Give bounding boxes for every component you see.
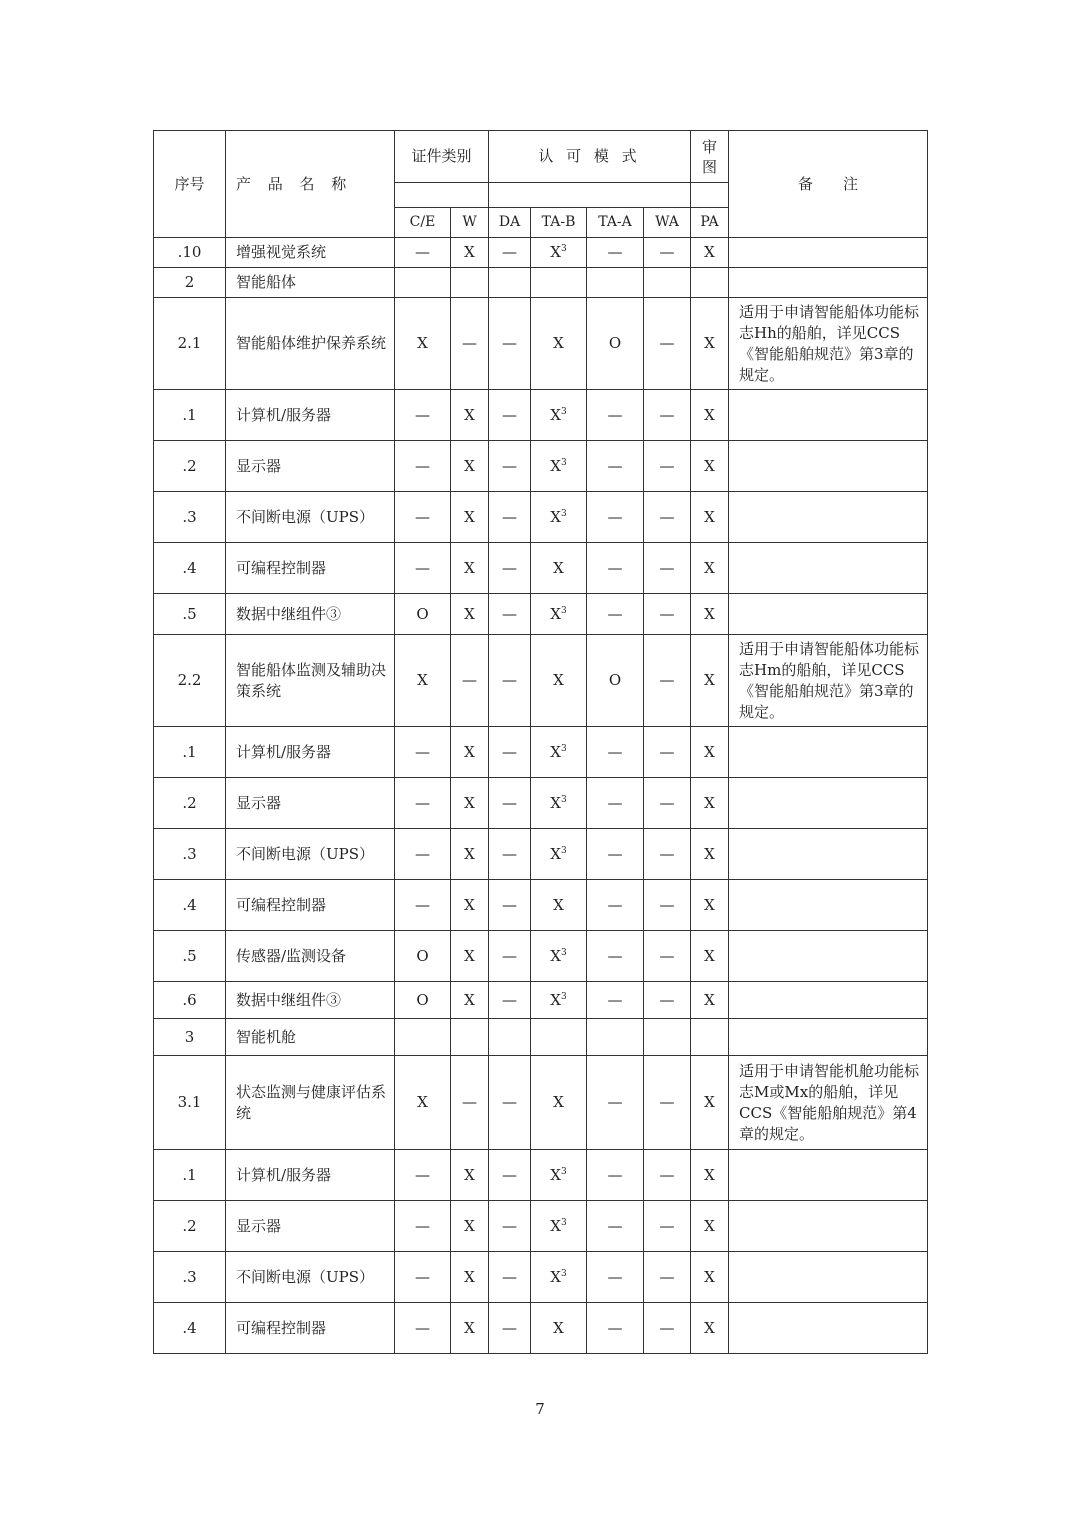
- cell-w: X: [451, 1201, 489, 1252]
- certification-table: [153, 130, 928, 1354]
- cell-ta-b: [531, 238, 587, 268]
- cell-ce: O: [395, 594, 451, 635]
- cell-seq: .2: [154, 778, 226, 829]
- table-row: [154, 829, 928, 880]
- cell-product-name: 显示器: [226, 778, 395, 829]
- cell-ta-a: —: [587, 778, 644, 829]
- footnote-sup: 3: [560, 1217, 567, 1228]
- cell-ta-b: [531, 268, 587, 298]
- cell-ta-a: —: [587, 492, 644, 543]
- cell-pa: X: [691, 635, 729, 727]
- cell-seq: .3: [154, 829, 226, 880]
- cell-ta-b: [531, 982, 587, 1019]
- header-remarks: 备 注: [729, 131, 928, 238]
- cell-product-name: 智能船体维护保养系统: [226, 298, 395, 390]
- cell-w: —: [451, 1056, 489, 1150]
- cell-product-name: 显示器: [226, 1201, 395, 1252]
- cell-seq: .5: [154, 931, 226, 982]
- cell-seq: .1: [154, 727, 226, 778]
- cell-ta-b: [531, 390, 587, 441]
- cell-wa: —: [644, 492, 691, 543]
- cell-da: —: [489, 594, 531, 635]
- table-row: [154, 1252, 928, 1303]
- table-row: [154, 298, 928, 390]
- cell-ce: —: [395, 1303, 451, 1354]
- cell-da: —: [489, 635, 531, 727]
- cell-ta-b: [531, 594, 587, 635]
- cell-seq: 3: [154, 1019, 226, 1056]
- cell-w: X: [451, 238, 489, 268]
- cell-remark: 适用于申请智能船体功能标志Hh的船舶，详见CCS《智能船舶规范》第3章的规定。: [729, 298, 928, 390]
- cell-ta-b: [531, 441, 587, 492]
- cell-seq: .1: [154, 1150, 226, 1201]
- cell-w: X: [451, 543, 489, 594]
- cell-ta-b-value: X: [550, 793, 561, 812]
- cell-product-name: 数据中继组件③: [226, 982, 395, 1019]
- cell-ta-a: [587, 1019, 644, 1056]
- cell-seq: .1: [154, 390, 226, 441]
- header-code-ta-b: TA-B: [531, 208, 587, 238]
- cell-wa: —: [644, 778, 691, 829]
- cell-w: [451, 1019, 489, 1056]
- cell-w: X: [451, 594, 489, 635]
- cell-w: —: [451, 635, 489, 727]
- cell-product-name: 智能船体: [226, 268, 395, 298]
- header-cert-category: 证件类别: [395, 131, 489, 183]
- cell-pa: X: [691, 829, 729, 880]
- table-row: [154, 1201, 928, 1252]
- cell-ta-b: [531, 635, 587, 727]
- cell-seq: .4: [154, 880, 226, 931]
- table-row: [154, 1019, 928, 1056]
- page-number: 7: [535, 1400, 545, 1418]
- cell-product-name: 计算机/服务器: [226, 390, 395, 441]
- cell-w: X: [451, 829, 489, 880]
- cell-w: X: [451, 1150, 489, 1201]
- cell-remark: [729, 778, 928, 829]
- cell-da: —: [489, 727, 531, 778]
- cell-remark: [729, 982, 928, 1019]
- cell-ta-a: —: [587, 1150, 644, 1201]
- header-code-w: W: [451, 208, 489, 238]
- cell-product-name: 可编程控制器: [226, 1303, 395, 1354]
- cell-da: —: [489, 298, 531, 390]
- cell-seq: .2: [154, 1201, 226, 1252]
- cell-ta-b-value: X: [553, 558, 564, 577]
- cell-ta-b: [531, 298, 587, 390]
- cell-w: X: [451, 492, 489, 543]
- cell-ta-b-value: X: [550, 1267, 561, 1286]
- cell-ta-b-value: X: [550, 405, 561, 424]
- cell-wa: —: [644, 441, 691, 492]
- cell-product-name: 计算机/服务器: [226, 727, 395, 778]
- cell-ta-a: —: [587, 829, 644, 880]
- table-row: [154, 441, 928, 492]
- cell-product-name: 智能机舱: [226, 1019, 395, 1056]
- cell-da: —: [489, 543, 531, 594]
- cell-remark: [729, 238, 928, 268]
- cell-wa: [644, 1019, 691, 1056]
- cell-ce: —: [395, 543, 451, 594]
- cell-ce: —: [395, 238, 451, 268]
- header-approval-mode: 认 可 模 式: [489, 131, 691, 183]
- cell-w: X: [451, 1252, 489, 1303]
- cell-ta-a: —: [587, 1303, 644, 1354]
- table-row: [154, 238, 928, 268]
- cell-ce: —: [395, 1201, 451, 1252]
- cell-da: —: [489, 778, 531, 829]
- cell-ta-b-value: X: [553, 334, 564, 352]
- cell-product-name: 增强视觉系统: [226, 238, 395, 268]
- cell-wa: —: [644, 390, 691, 441]
- cell-product-name: 数据中继组件③: [226, 594, 395, 635]
- table-body: [154, 238, 928, 1354]
- cell-product-name: 智能船体监测及辅助决策系统: [226, 635, 395, 727]
- cell-ce: —: [395, 1252, 451, 1303]
- table-row: [154, 1303, 928, 1354]
- cell-da: —: [489, 441, 531, 492]
- cell-da: —: [489, 1056, 531, 1150]
- cell-pa: X: [691, 543, 729, 594]
- cell-pa: X: [691, 298, 729, 390]
- cell-ce: —: [395, 390, 451, 441]
- cell-ta-b: [531, 1150, 587, 1201]
- footnote-sup: 3: [560, 743, 567, 754]
- cell-ce: X: [395, 1056, 451, 1150]
- footnote-sup: 3: [560, 794, 567, 805]
- cell-product-name: 不间断电源（UPS）: [226, 492, 395, 543]
- table-row: [154, 880, 928, 931]
- cell-ce: —: [395, 778, 451, 829]
- footnote-sup: 3: [560, 947, 567, 958]
- cell-w: X: [451, 390, 489, 441]
- cell-wa: —: [644, 635, 691, 727]
- cell-da: —: [489, 1150, 531, 1201]
- cell-pa: [691, 268, 729, 298]
- table-row: [154, 778, 928, 829]
- cell-ta-b-value: X: [550, 990, 561, 1009]
- cell-ce: O: [395, 931, 451, 982]
- cell-seq: .3: [154, 492, 226, 543]
- cell-ta-b-value: X: [550, 844, 561, 863]
- header-code-wa: WA: [644, 208, 691, 238]
- table-row: [154, 931, 928, 982]
- cell-w: X: [451, 727, 489, 778]
- cell-ta-b-value: X: [553, 1318, 564, 1337]
- cell-ta-a: —: [587, 1056, 644, 1150]
- cell-product-name: 计算机/服务器: [226, 1150, 395, 1201]
- cell-ta-b: [531, 880, 587, 931]
- header-code-ce: C/E: [395, 208, 451, 238]
- cell-da: —: [489, 880, 531, 931]
- cell-w: X: [451, 982, 489, 1019]
- cell-remark: [729, 1252, 928, 1303]
- cell-pa: X: [691, 880, 729, 931]
- cell-ce: —: [395, 880, 451, 931]
- cell-ta-b: [531, 778, 587, 829]
- cell-remark: [729, 543, 928, 594]
- cell-ce: —: [395, 829, 451, 880]
- cell-pa: X: [691, 1056, 729, 1150]
- cell-wa: —: [644, 727, 691, 778]
- table-row: [154, 982, 928, 1019]
- cell-remark: [729, 441, 928, 492]
- cell-ta-b: [531, 492, 587, 543]
- cell-da: —: [489, 390, 531, 441]
- cell-remark: [729, 880, 928, 931]
- cell-seq: 2.2: [154, 635, 226, 727]
- header-product-name: 产 品 名 称: [226, 131, 395, 238]
- cell-ta-a: [587, 268, 644, 298]
- cell-seq: .2: [154, 441, 226, 492]
- cell-pa: X: [691, 238, 729, 268]
- cell-w: X: [451, 931, 489, 982]
- header-code-pa: PA: [691, 208, 729, 238]
- cell-wa: —: [644, 594, 691, 635]
- cell-remark: 适用于申请智能船体功能标志Hm的船舶，详见CCS《智能船舶规范》第3章的规定。: [729, 635, 928, 727]
- cell-remark: [729, 1019, 928, 1056]
- cell-wa: —: [644, 1201, 691, 1252]
- cell-ta-a: —: [587, 931, 644, 982]
- header-seq: 序号: [154, 131, 226, 238]
- header-code-da: DA: [489, 208, 531, 238]
- footnote-sup: 3: [560, 1166, 567, 1177]
- cell-seq: 3.1: [154, 1056, 226, 1150]
- cell-ta-b-value: X: [553, 1093, 564, 1111]
- cell-remark: [729, 1201, 928, 1252]
- cell-wa: —: [644, 238, 691, 268]
- cell-seq: .10: [154, 238, 226, 268]
- footnote-sup: 3: [560, 991, 567, 1002]
- cell-ta-b-value: X: [550, 456, 561, 475]
- cell-pa: X: [691, 982, 729, 1019]
- cell-seq: .4: [154, 1303, 226, 1354]
- cell-ta-a: O: [587, 298, 644, 390]
- cell-product-name: 不间断电源（UPS）: [226, 829, 395, 880]
- cell-ta-b: [531, 1303, 587, 1354]
- cell-product-name: 可编程控制器: [226, 543, 395, 594]
- footnote-sup: 3: [560, 1268, 567, 1279]
- cell-wa: —: [644, 1252, 691, 1303]
- cell-ta-b: [531, 1201, 587, 1252]
- cell-ta-b: [531, 1252, 587, 1303]
- cell-ta-b: [531, 931, 587, 982]
- cell-seq: .4: [154, 543, 226, 594]
- cell-ta-b-value: X: [550, 1165, 561, 1184]
- cell-wa: —: [644, 298, 691, 390]
- cell-ce: [395, 268, 451, 298]
- footnote-sup: 3: [560, 244, 567, 254]
- cell-remark: [729, 390, 928, 441]
- cell-ta-b: [531, 727, 587, 778]
- cell-remark: [729, 268, 928, 298]
- cell-da: [489, 1019, 531, 1056]
- cell-pa: X: [691, 1201, 729, 1252]
- cell-da: —: [489, 492, 531, 543]
- header-empty: [395, 183, 489, 208]
- cell-product-name: 可编程控制器: [226, 880, 395, 931]
- cell-seq: .5: [154, 594, 226, 635]
- cell-wa: —: [644, 1056, 691, 1150]
- cell-product-name: 不间断电源（UPS）: [226, 1252, 395, 1303]
- footnote-sup: 3: [560, 457, 567, 468]
- cell-ta-a: O: [587, 635, 644, 727]
- cell-ta-b-value: X: [550, 1216, 561, 1235]
- cell-seq: .3: [154, 1252, 226, 1303]
- cell-remark: [729, 727, 928, 778]
- cell-ce: O: [395, 982, 451, 1019]
- cell-product-name: 状态监测与健康评估系统: [226, 1056, 395, 1150]
- cell-remark: [729, 1150, 928, 1201]
- footnote-sup: 3: [560, 605, 567, 616]
- cell-ta-b: [531, 829, 587, 880]
- cell-pa: X: [691, 390, 729, 441]
- header-code-ta-a: TA-A: [587, 208, 644, 238]
- cell-ta-b-value: X: [550, 742, 561, 761]
- table-row: [154, 268, 928, 298]
- cell-w: X: [451, 880, 489, 931]
- cell-wa: —: [644, 931, 691, 982]
- cell-ta-a: —: [587, 880, 644, 931]
- cell-wa: —: [644, 543, 691, 594]
- cell-product-name: 传感器/监测设备: [226, 931, 395, 982]
- cell-w: [451, 268, 489, 298]
- cell-ta-b: [531, 1056, 587, 1150]
- cell-ta-a: —: [587, 727, 644, 778]
- cell-w: X: [451, 1303, 489, 1354]
- cell-wa: —: [644, 880, 691, 931]
- cell-ta-b-value: X: [550, 243, 561, 261]
- header-review: 审图: [691, 131, 729, 183]
- cell-pa: [691, 1019, 729, 1056]
- cell-pa: X: [691, 1252, 729, 1303]
- cell-wa: —: [644, 1303, 691, 1354]
- cell-ta-a: —: [587, 1201, 644, 1252]
- cell-seq: 2: [154, 268, 226, 298]
- cell-ce: X: [395, 298, 451, 390]
- cell-da: —: [489, 1201, 531, 1252]
- cell-remark: [729, 829, 928, 880]
- cell-pa: X: [691, 727, 729, 778]
- cell-da: —: [489, 1303, 531, 1354]
- cell-remark: [729, 594, 928, 635]
- cell-ce: —: [395, 441, 451, 492]
- cell-ta-b: [531, 1019, 587, 1056]
- table-row: [154, 492, 928, 543]
- cell-wa: —: [644, 1150, 691, 1201]
- table-row: [154, 635, 928, 727]
- table-row: [154, 543, 928, 594]
- table-row: [154, 390, 928, 441]
- table-row: [154, 1150, 928, 1201]
- cell-ta-b-value: X: [553, 671, 564, 689]
- cell-da: —: [489, 931, 531, 982]
- cell-ta-b-value: X: [550, 604, 561, 623]
- cell-ta-a: —: [587, 238, 644, 268]
- cell-seq: .6: [154, 982, 226, 1019]
- cell-da: —: [489, 829, 531, 880]
- cell-pa: X: [691, 594, 729, 635]
- cell-ce: —: [395, 492, 451, 543]
- cell-w: X: [451, 441, 489, 492]
- cell-ta-a: —: [587, 390, 644, 441]
- cell-ce: [395, 1019, 451, 1056]
- cell-wa: —: [644, 829, 691, 880]
- cell-ta-a: —: [587, 1252, 644, 1303]
- cell-remark: [729, 492, 928, 543]
- cell-pa: X: [691, 492, 729, 543]
- cell-w: X: [451, 778, 489, 829]
- cell-product-name: 显示器: [226, 441, 395, 492]
- footnote-sup: 3: [560, 406, 567, 417]
- cell-ta-b-value: X: [553, 895, 564, 914]
- cell-ta-a: —: [587, 543, 644, 594]
- cell-ce: X: [395, 635, 451, 727]
- cell-w: —: [451, 298, 489, 390]
- cell-remark: [729, 1303, 928, 1354]
- cell-pa: X: [691, 1150, 729, 1201]
- cell-ta-a: —: [587, 594, 644, 635]
- cell-pa: X: [691, 441, 729, 492]
- cell-da: [489, 268, 531, 298]
- cell-seq: 2.1: [154, 298, 226, 390]
- header-empty: [691, 183, 729, 208]
- cell-ce: —: [395, 1150, 451, 1201]
- cell-ta-a: —: [587, 982, 644, 1019]
- cell-ta-b-value: X: [550, 507, 561, 526]
- cell-ta-b-value: X: [550, 946, 561, 965]
- cell-ta-b: [531, 543, 587, 594]
- cell-remark: 适用于申请智能机舱功能标志M或Mx的船舶，详见CCS《智能船舶规范》第4章的规定。: [729, 1056, 928, 1150]
- cell-pa: X: [691, 931, 729, 982]
- cell-da: —: [489, 982, 531, 1019]
- table-row: [154, 594, 928, 635]
- cell-da: —: [489, 1252, 531, 1303]
- cell-wa: —: [644, 982, 691, 1019]
- table-row: [154, 1056, 928, 1150]
- header-empty: [489, 183, 691, 208]
- cell-remark: [729, 931, 928, 982]
- cell-da: —: [489, 238, 531, 268]
- cell-wa: [644, 268, 691, 298]
- footnote-sup: 3: [560, 845, 567, 856]
- table-row: [154, 727, 928, 778]
- cell-pa: X: [691, 1303, 729, 1354]
- cell-ta-a: —: [587, 441, 644, 492]
- cell-ce: —: [395, 727, 451, 778]
- footnote-sup: 3: [560, 508, 567, 519]
- cell-pa: X: [691, 778, 729, 829]
